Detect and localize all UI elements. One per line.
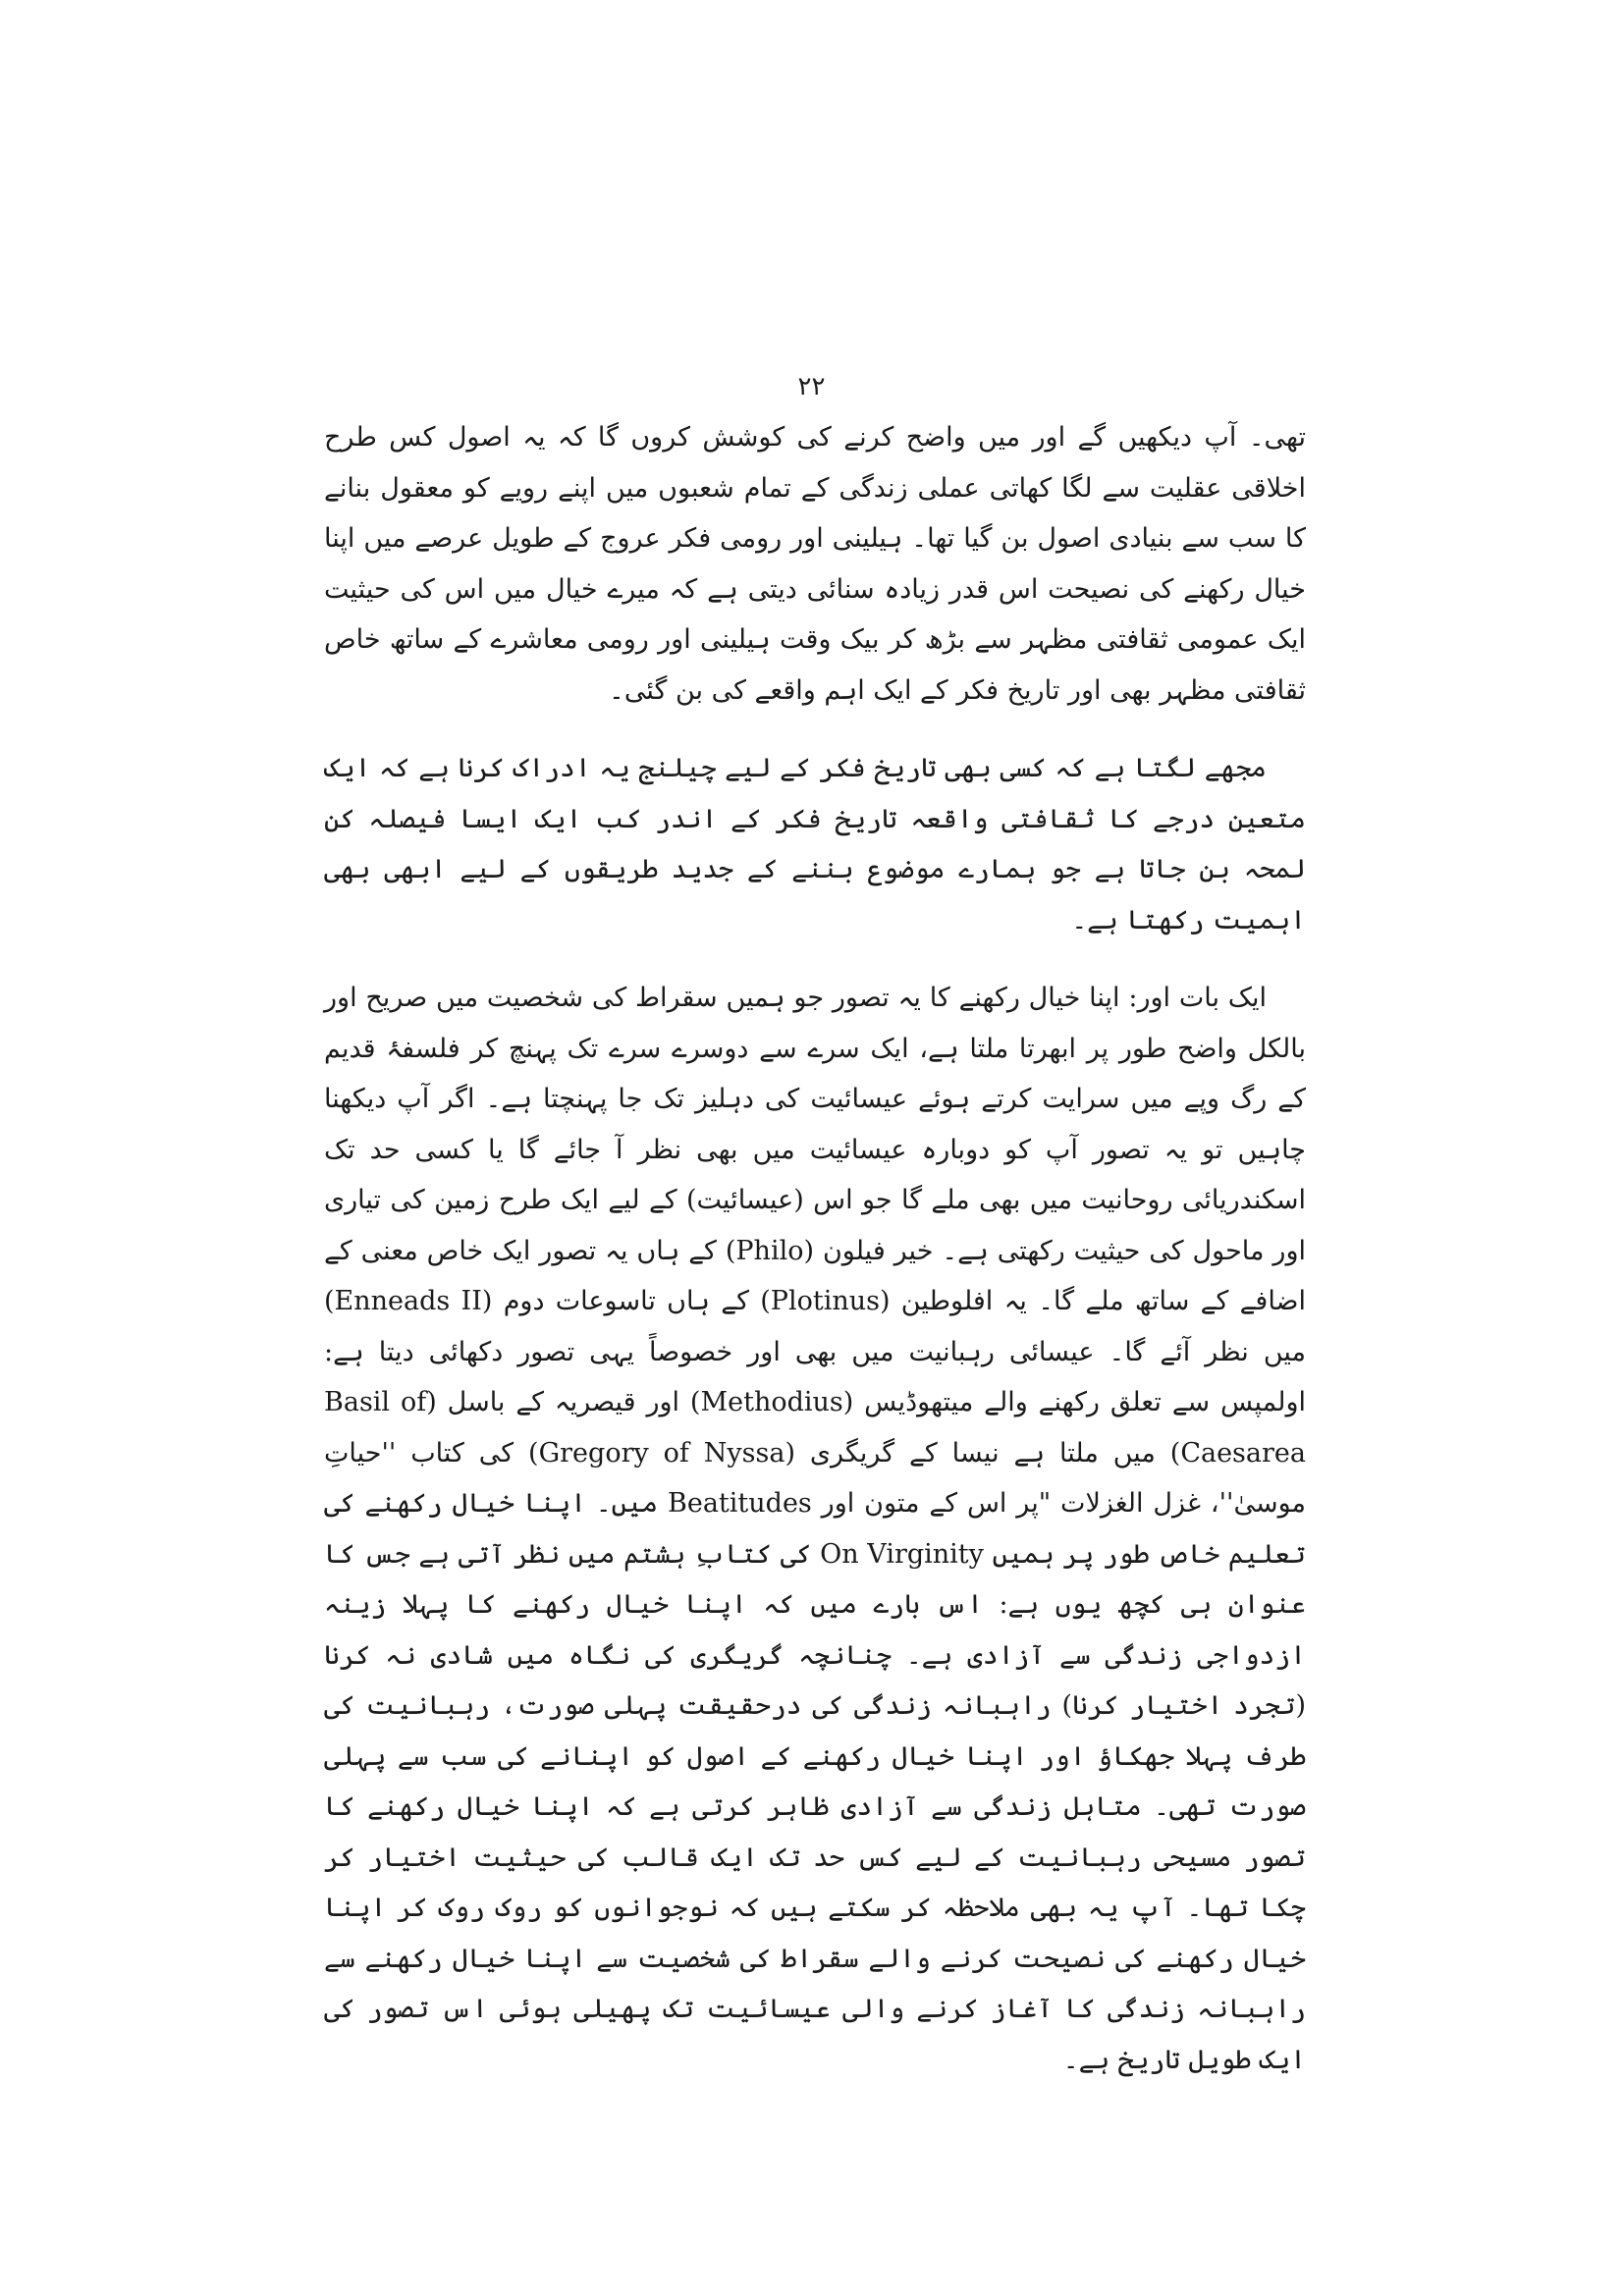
paragraph-1: تھی۔ آپ دیکھیں گے اور میں واضح کرنے کی کوشش کروں گا کہ یہ اصول کس طرح اخلاقی عقلیت سے لگا کھاتی عملی زندگی کے تمام شعبوں میں اپنے رویے کو معقول بنانے کا سب سے بنیادی اصول بن گیا تھا۔ ہیلینی اور رومی فکر عروج کے طویل عرصے میں اپنا خیال رکھنے کی نصیحت اس قدر زیادہ سنائی دیتی ہے کہ میرے خیال میں اس کی حیثیت ایک عمومی ثقافتی مظہر سے بڑھ کر بیک وقت ہیلینی اور رومی معاشرے کے ساتھ خاص ثقافتی مظہر بھی اور تاریخ فکر کے ایک اہم واقعے کی بن گئی۔ — [324, 422, 1306, 706]
paragraph-3: ایک بات اور: اپنا خیال رکھنے کا یہ تصور جو ہمیں سقراط کی شخصیت میں صریح اور بالکل واضح طور پر ابھرتا ملتا ہے، ایک سرے سے دوسرے سرے تک پہنچ کر فلسفۂ قدیم کے رگ وپے میں سرایت کرتے ہوئے عیسائیت کی دہلیز تک جا پہنچتا ہے۔ اگر آپ دیکھنا چاہیں تو یہ تصور آپ کو دوبارہ عیسائیت میں بھی نظر آ جائے گا یا کسی حد تک اسکندریائی روحانیت میں بھی ملے گا جو اس (عیسائیت) کے لیے ایک طرح زمین کی تیاری اور ماحول کی حیثیت رکھتی ہے۔ خیر فیلون (Philo) کے ہاں یہ تصور ایک خاص معنی کے اضافے کے ساتھ ملے گا۔ یہ افلوطین (Plotinus) کے ہاں تاسوعات دوم (Enneads II) میں نظر آئے گا۔ عیسائی رہبانیت میں بھی اور خصوصاً یہی تصور دکھائی دیتا ہے: اولمپس سے تعلق رکھنے والے میتھوڈیس (Methodius) اور قیصریہ کے باسل (Basil of Caesarea) میں ملتا ہے نیسا کے گریگری (Gregory of Nyssa) کی کتاب ''حیاتِ موسیٰ''، غزل الغزلات "پر اس کے متون اور Beatitudes میں۔ اپنا خیال رکھنے کی تعلیم خاص طور پر ہمیں On Virginity کی کتابِ ہشتم میں نظر آتی ہے جس کا عنوان ہی کچھ یوں ہے: اس بارے میں کہ اپنا خیال رکھنے کا پہلا زینہ ازدواجی زندگی سے آزادی ہے۔ چنانچہ گریگری کی نگاہ میں شادی نہ کرنا (تجرد اختیار کرنا) راہبانہ زندگی کی درحقیقت پہلی صورت، رہبانیت کی طرف پہلا جھکاؤ اور اپنا خیال رکھنے کے اصول کو اپنانے کی سب سے پہلی صورت تھی۔ متاہل زندگی سے آزادی ظاہر کرتی ہے کہ اپنا خیال رکھنے کا تصور مسیحی رہبانیت کے لیے کس حد تک ایک قالب کی حیثیت اختیار کر چکا تھا۔ آپ یہ بھی ملاحظہ کر سکتے ہیں کہ نوجوانوں کو روک روک کر اپنا خیال رکھنے کی نصیحت کرنے والے سقراط کی شخصیت سے اپنا خیال رکھنے سے راہبانہ زندگی کا آغاز کرنے والی عیسائیت تک پھیلی ہوئی اس تصور کی ایک طویل تاریخ ہے۔ — [324, 983, 1306, 2075]
body-text — [324, 412, 1306, 2085]
page-number: ۲۲ — [797, 372, 826, 401]
paragraph-2: مجھے لگتا ہے کہ کسی بھی تاریخ فکر کے لیے چیلنج یہ ادراک کرنا ہے کہ ایک متعین درجے کا ثقافتی واقعہ تاریخ فکر کے اندر کب ایک ایسا فیصلہ کن لمحہ بن جاتا ہے جو ہمارے موضوع بننے کے جدید طریقوں کے لیے ابھی بھی اہمیت رکھتا ہے۔ — [324, 753, 1306, 935]
